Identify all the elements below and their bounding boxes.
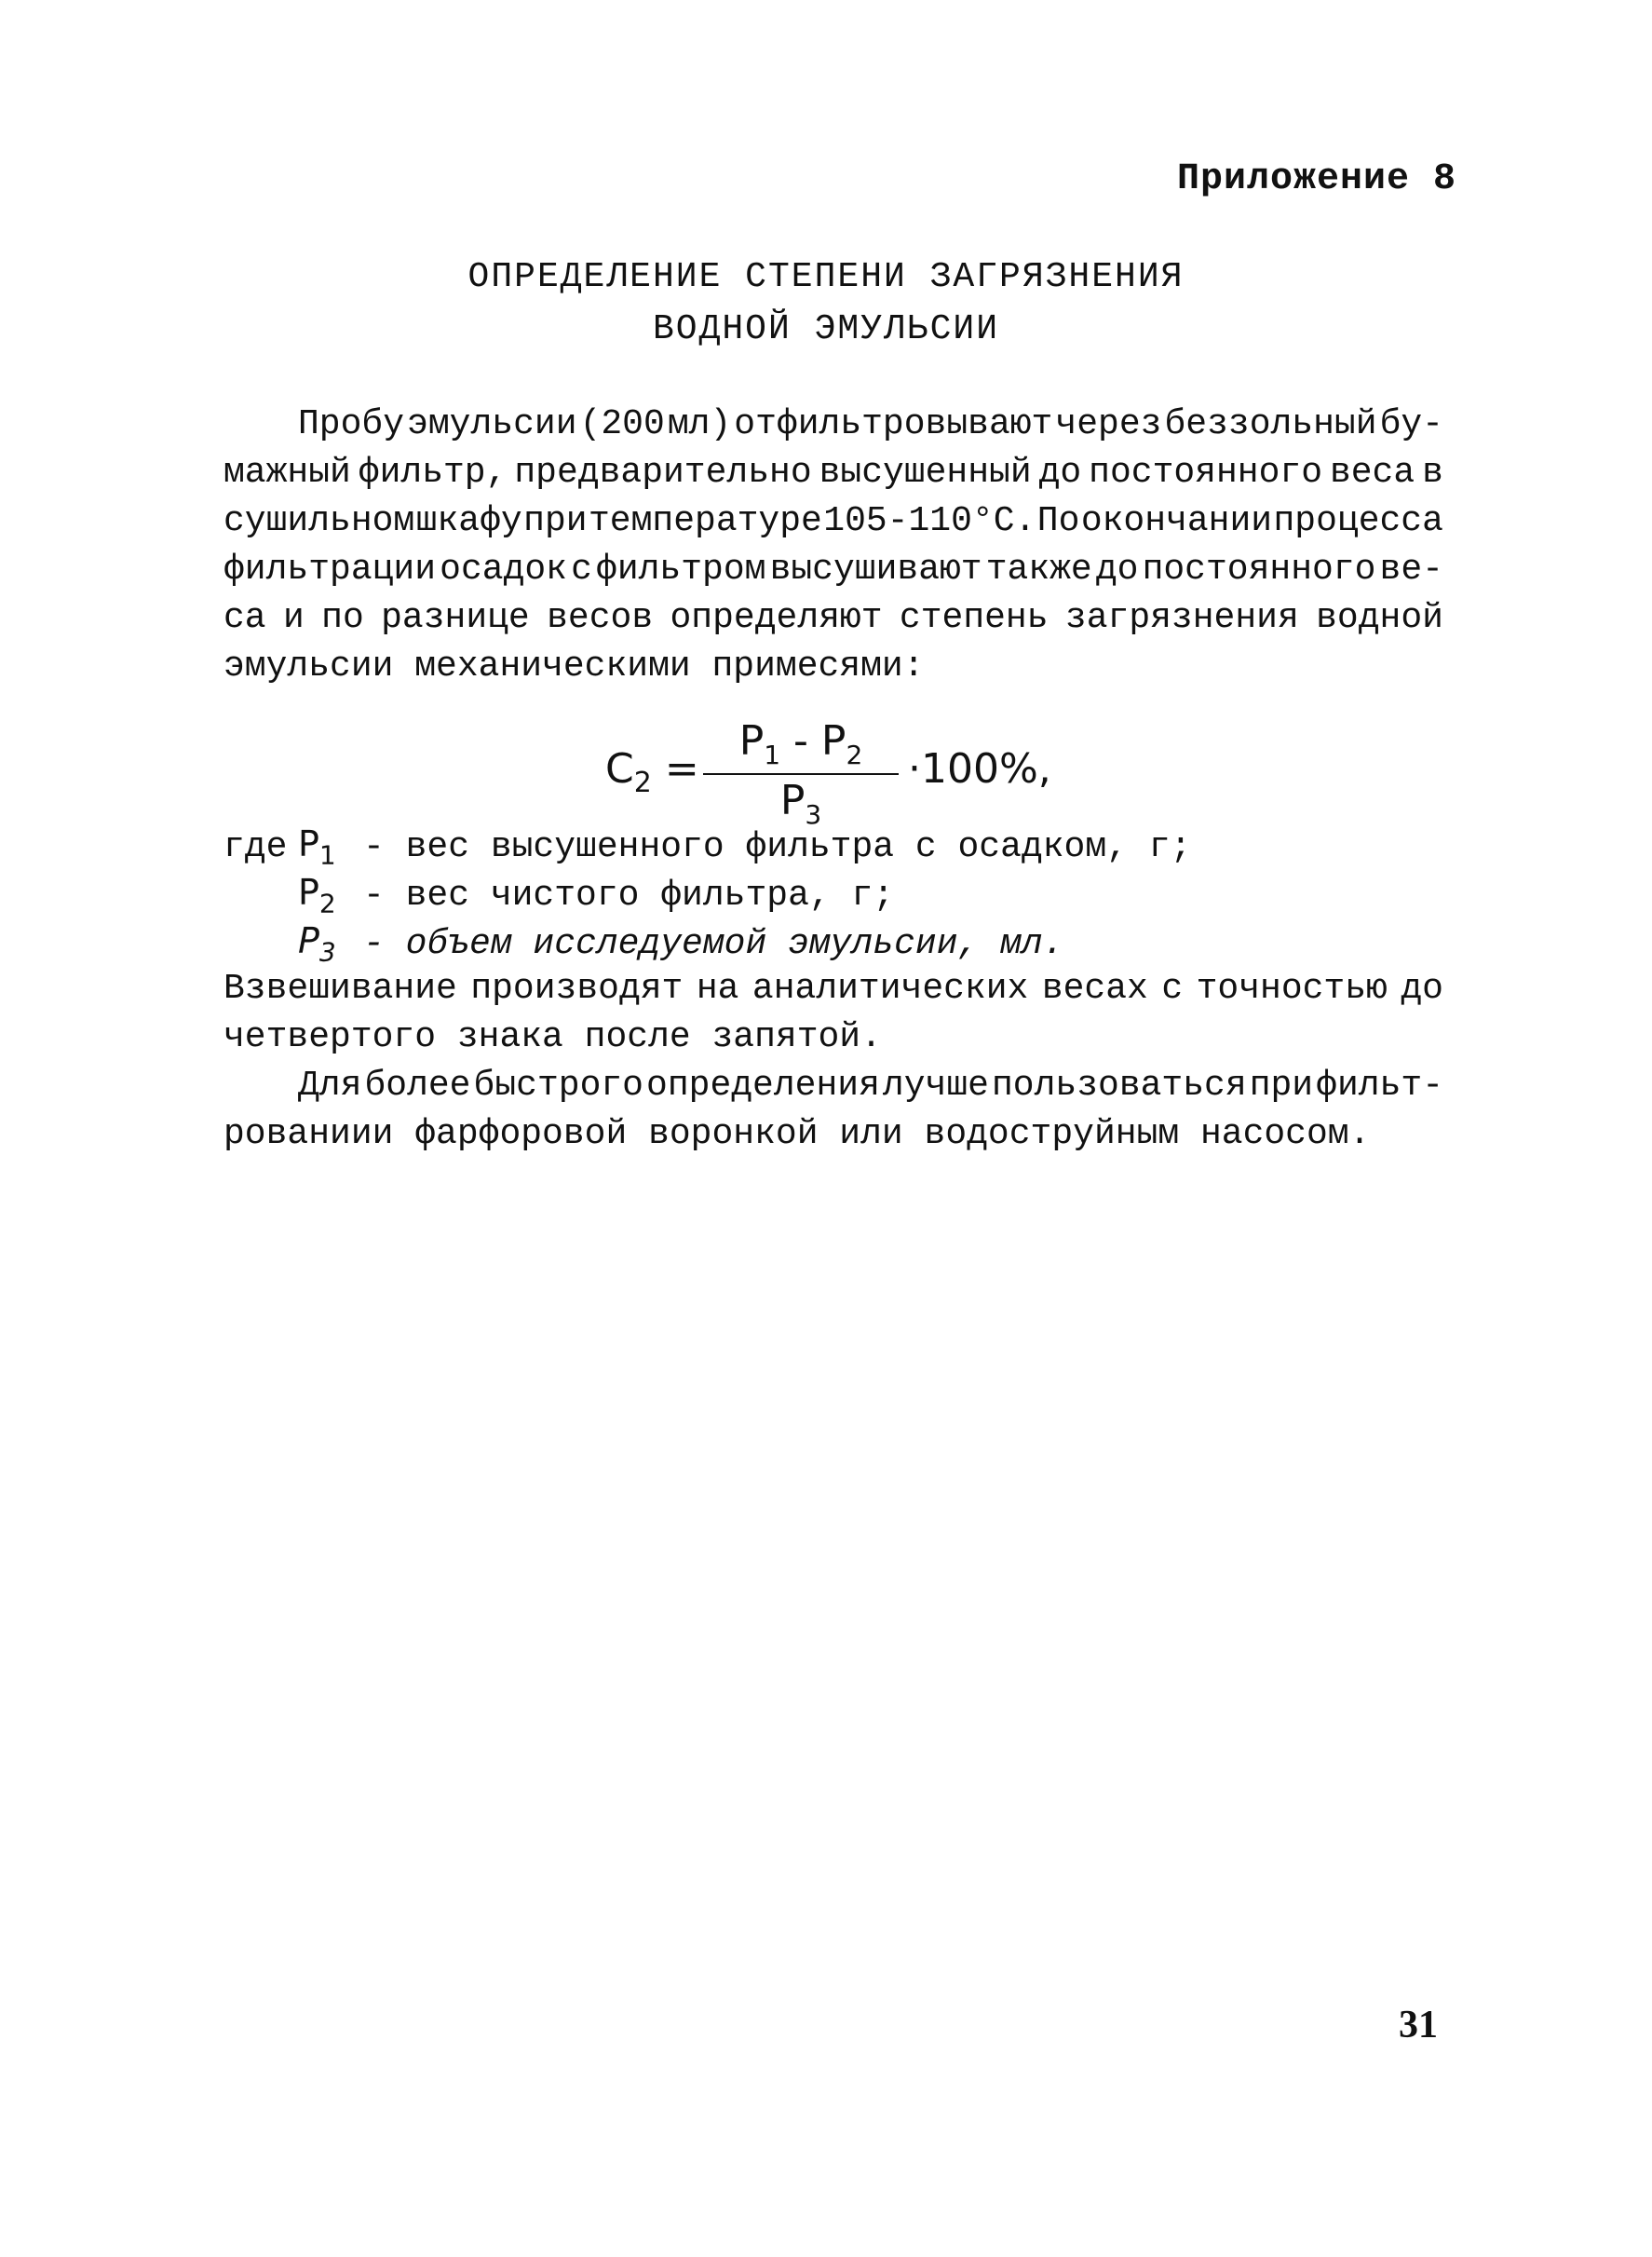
word: быстрого — [473, 1066, 643, 1106]
word: с — [1161, 969, 1184, 1009]
document-title-line-2: ВОДНОЙ ЭМУЛЬСИИ — [652, 309, 1000, 349]
word: (200 — [579, 404, 665, 444]
word: загрязнения — [1064, 598, 1299, 638]
text-line — [223, 546, 1443, 594]
word: процесса — [1273, 501, 1443, 541]
word: предварительно — [514, 453, 812, 493]
word: и — [282, 598, 305, 638]
word: точностью — [1196, 969, 1388, 1009]
word: также — [985, 550, 1092, 590]
paragraph-faster-method — [223, 1062, 1443, 1159]
formula-numerator: $P_1 - P_2$ — [738, 717, 863, 770]
appendix-label: Приложение 8 — [1176, 158, 1456, 200]
word: Взвешивание — [223, 969, 457, 1009]
text-line — [223, 401, 1443, 449]
word: весов — [547, 598, 654, 638]
word: определяют — [670, 598, 883, 638]
word: 105-110°С. — [823, 501, 1036, 541]
word: температуре — [589, 501, 822, 541]
word: постоянного — [1089, 453, 1322, 493]
symbol-p3: $P_3$ — [298, 920, 336, 968]
word: Пробу — [298, 404, 405, 444]
text-line — [223, 965, 1443, 1013]
word: с — [571, 550, 592, 590]
word: до — [1095, 550, 1139, 590]
word: до — [1401, 969, 1443, 1009]
text-line — [223, 449, 1443, 497]
text-line — [223, 594, 1443, 643]
word: при — [523, 501, 588, 541]
word: отфильтровывают — [734, 404, 1053, 444]
word: высушенный — [819, 453, 1032, 493]
where-text-3: - объем исследуемой эмульсии, мл. — [363, 924, 1064, 964]
word: фильт- — [1316, 1066, 1443, 1106]
paragraph-weighing — [223, 965, 1443, 1062]
word: производят — [470, 969, 684, 1009]
text-line: эмульсии механическими примесями: — [223, 646, 925, 687]
page-number: 31 — [1399, 2004, 1438, 2046]
word: аналитических — [752, 969, 1029, 1009]
formula-lhs: $C_2$ = — [605, 745, 699, 799]
word: эмульсии — [407, 404, 577, 444]
formula-denominator: $P_3$ — [779, 777, 822, 830]
fraction-bar — [703, 773, 899, 775]
word: окончании — [1080, 501, 1273, 541]
word: до — [1038, 453, 1082, 493]
word: на — [696, 969, 739, 1009]
word: разнице — [381, 598, 530, 638]
word: более — [364, 1066, 471, 1106]
word: фильтр, — [358, 453, 508, 493]
word: Для — [298, 1066, 362, 1106]
paragraph-procedure — [223, 401, 1443, 691]
word: при — [1249, 1066, 1314, 1106]
where-lead: где — [223, 827, 288, 867]
word: высушивают — [769, 550, 982, 590]
word: осадок — [440, 550, 567, 590]
formula-multiplier: ·100%, — [908, 745, 1051, 793]
symbol-p2: $P_2$ — [298, 872, 336, 919]
symbol-p1: $P_1$ — [298, 823, 336, 871]
text-line: рованиии фарфоровой воронкой или водоструйным насосом. — [223, 1114, 1371, 1154]
word: беззольный — [1164, 404, 1377, 444]
word: бу- — [1379, 404, 1443, 444]
word: са — [223, 598, 266, 638]
word: определения — [646, 1066, 880, 1106]
word: водной — [1316, 598, 1443, 638]
word: фильтрации — [223, 550, 437, 590]
word: лучше — [882, 1066, 989, 1106]
word: через — [1055, 404, 1162, 444]
word: в — [1422, 453, 1443, 493]
word: веса — [1329, 453, 1415, 493]
word: по — [321, 598, 364, 638]
where-text-1: - вес высушенного фильтра с осадком, г; — [363, 827, 1192, 867]
word: По — [1036, 501, 1080, 541]
word: шкафу — [415, 501, 522, 541]
word: сушильном — [223, 501, 415, 541]
word: пользоваться — [992, 1066, 1247, 1106]
text-line: четвертого знака после запятой. — [223, 1017, 882, 1057]
word: мажный — [223, 453, 351, 493]
word: фильтром — [596, 550, 766, 590]
word: постоянного — [1142, 550, 1376, 590]
where-text-2: - вес чистого фильтра, г; — [363, 876, 895, 916]
word: весах — [1041, 969, 1148, 1009]
word: ве- — [1379, 550, 1443, 590]
document-title-line-1: ОПРЕДЕЛЕНИЕ СТЕПЕНИ ЗАГРЯЗНЕНИЯ — [467, 257, 1185, 297]
text-line — [223, 1062, 1443, 1110]
text-line — [223, 497, 1443, 546]
word: степень — [899, 598, 1049, 638]
word: мл) — [667, 404, 732, 444]
